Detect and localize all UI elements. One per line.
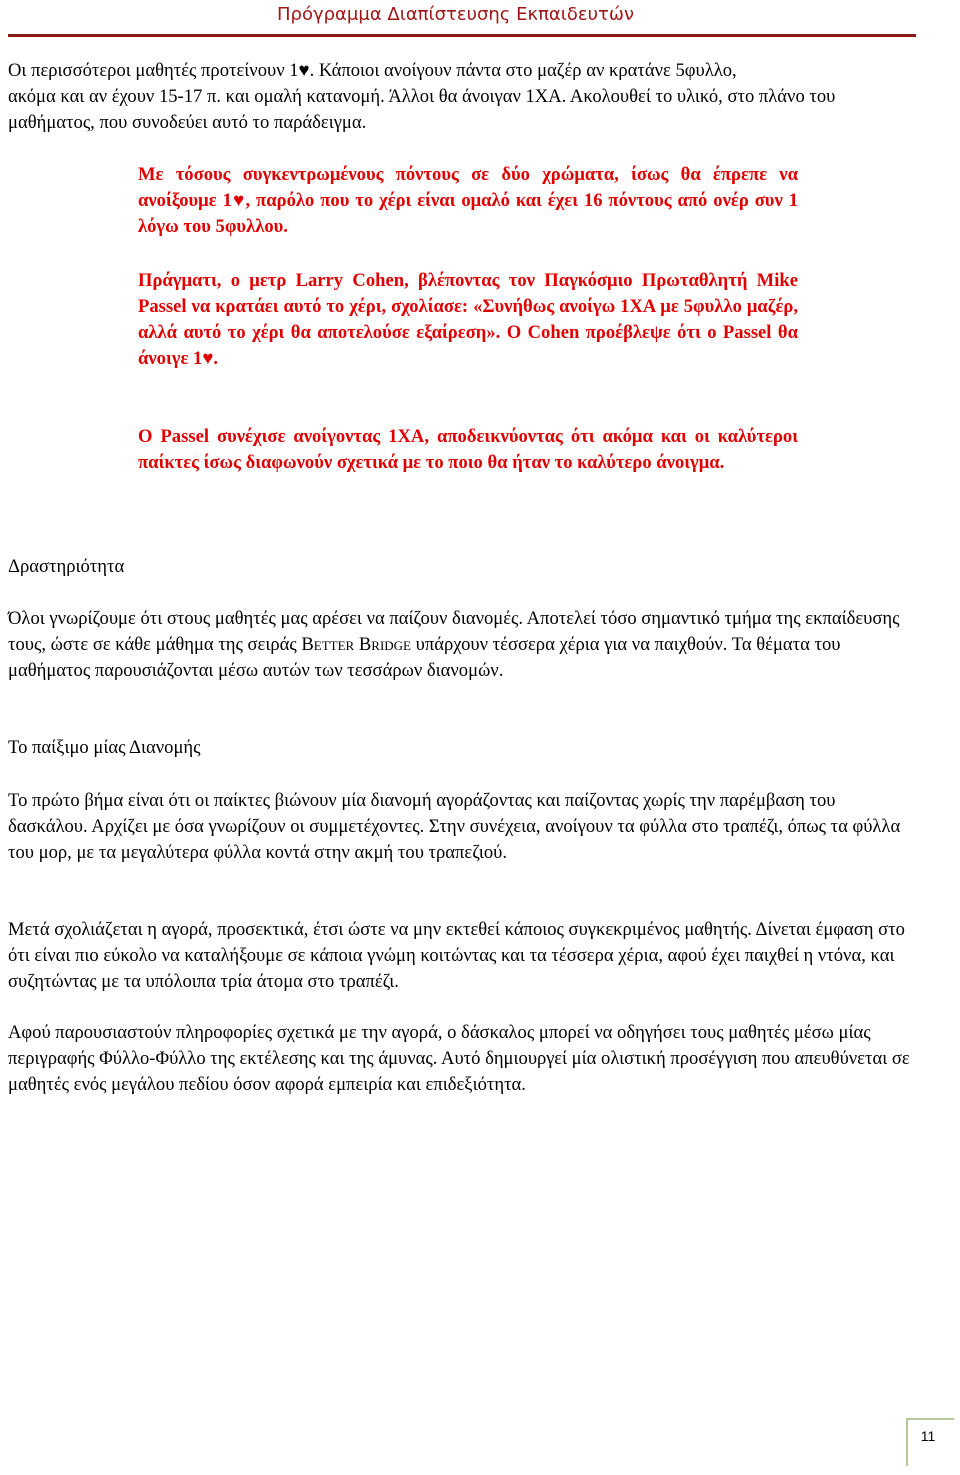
activity-text-after: υπάρχουν τέσσερα χέρια για να παιχθούν. Τα θέματα του μαθήματος παρουσιάζονται μέσω αυτών των τεσσάρων διανομών. — [8, 634, 841, 681]
page-number: 11 — [920, 1428, 936, 1444]
play-paragraph-3: Αφού παρουσιαστούν πληροφορίες σχετικά με την αγορά, ο δάσκαλος μπορεί να οδηγήσει τους μαθητές μέσω μίας περιγραφής Φύλλο-Φύλλο της εκτέλεσης και της άμυνας. Αυτό δημιουργεί μία ολιστική προσέγγιση που απευθύνεται σε μαθητές ενός μεγάλου πεδίου όσον αφορά εμπειρία και επιδεξιότητα. — [8, 1022, 910, 1095]
activity-paragraph — [8, 606, 913, 684]
intro-line1-before: Οι περισσότεροι μαθητές προτείνουν 1 — [8, 60, 299, 81]
highlight-2-after: . — [213, 348, 219, 369]
highlight-paragraph-2 — [138, 268, 798, 372]
activity-text-before: Όλοι γνωρίζουμε ότι στους μαθητές μας αρέσει να παίζουν διανομές. Αποτελεί τόσο σημαντικό τμήμα της εκπαίδευσης τους, ώστε σε κάθε μάθημα της σειράς — [8, 608, 900, 655]
highlight-1-before: Με τόσους συγκεντρωμένους πόντους σε δύο χρώματα, ίσως θα έπρεπε να ανοίξουμε 1 — [138, 164, 798, 211]
play-heading: Το παίξιμο μίας Διανομής — [8, 737, 201, 758]
heart-suit-icon: ♥ — [231, 190, 246, 211]
intro-rest: ακόμα και αν έχουν 15-17 π. και ομαλή κατανομή. Άλλοι θα άνοιγαν 1ΧΑ. Ακολουθεί το υλικό, στο πλάνο του μαθήματος, που συνοδεύει αυτό το παράδειγμα. — [8, 86, 836, 133]
highlight-2-before: Πράγματι, ο μετρ Larry Cohen, βλέποντας τον Παγκόσμιο Πρωταθλητή Mike Passel να κρατάει αυτό το χέρι, σχολίασε: «Συνήθως ανοίγω 1ΧΑ με 5φυλλο μαζέρ, αλλά αυτό το χέρι θα αποτελούσε εξαίρεση». Ο Cohen προέβλεψε ότι ο Passel θα άνοιγε 1 — [138, 270, 798, 369]
activity-heading: Δραστηριότητα — [8, 556, 125, 577]
better-bridge-brand: Better Bridge — [301, 634, 411, 655]
intro-paragraph — [8, 58, 913, 136]
heart-suit-icon: ♥ — [202, 348, 214, 369]
highlight-1-after: , παρόλο που το χέρι είναι ομαλό και έχει 16 πόντους από ονέρ συν 1 λόγω του 5φυλλου. — [138, 190, 798, 237]
heart-suit-icon: ♥ — [298, 60, 310, 81]
play-paragraph-2: Μετά σχολιάζεται η αγορά, προσεκτικά, έτσι ώστε να μην εκτεθεί κάποιος συγκεκριμένος μαθητής. Δίνεται έμφαση στο ότι είναι πιο εύκολο να καταλήξουμε σε κάποια γνώμη κοιτώντας και τα τέσσερα χέρια, αφού έχει παιχθεί η ντόνα, και συζητώντας με τα υπόλοιπα τρία άτομα στο τραπέζι. — [8, 919, 905, 992]
highlight-paragraph-1 — [138, 162, 798, 240]
intro-line1-after: . Κάποιοι ανοίγουν πάντα στο μαζέρ αν κρατάνε 5φυλλο, — [309, 60, 737, 81]
header-divider — [8, 34, 916, 37]
highlight-paragraph-3: Ο Passel συνέχισε ανοίγοντας 1ΧΑ, αποδεικνύοντας ότι ακόμα και οι καλύτεροι παίκτες ίσως διαφωνούν σχετικά με το ποιο θα ήταν το καλύτερο άνοιγμα. — [138, 426, 798, 473]
play-paragraph-1: Το πρώτο βήμα είναι ότι οι παίκτες βιώνουν μία διανομή αγοράζοντας και παίζοντας χωρίς την παρέμβαση του δασκάλου. Αρχίζει με όσα γνωρίζουν οι συμμετέχοντες. Στην συνέχεια, ανοίγουν τα φύλλα στο τραπέζι, όπως τα φύλλα του μορ, με τα μεγαλύτερα φύλλα κοντά στην ακμή του τραπεζιού. — [8, 790, 901, 863]
running-header-title: Πρόγραμμα Διαπίστευσης Εκπαιδευτών — [277, 4, 634, 25]
